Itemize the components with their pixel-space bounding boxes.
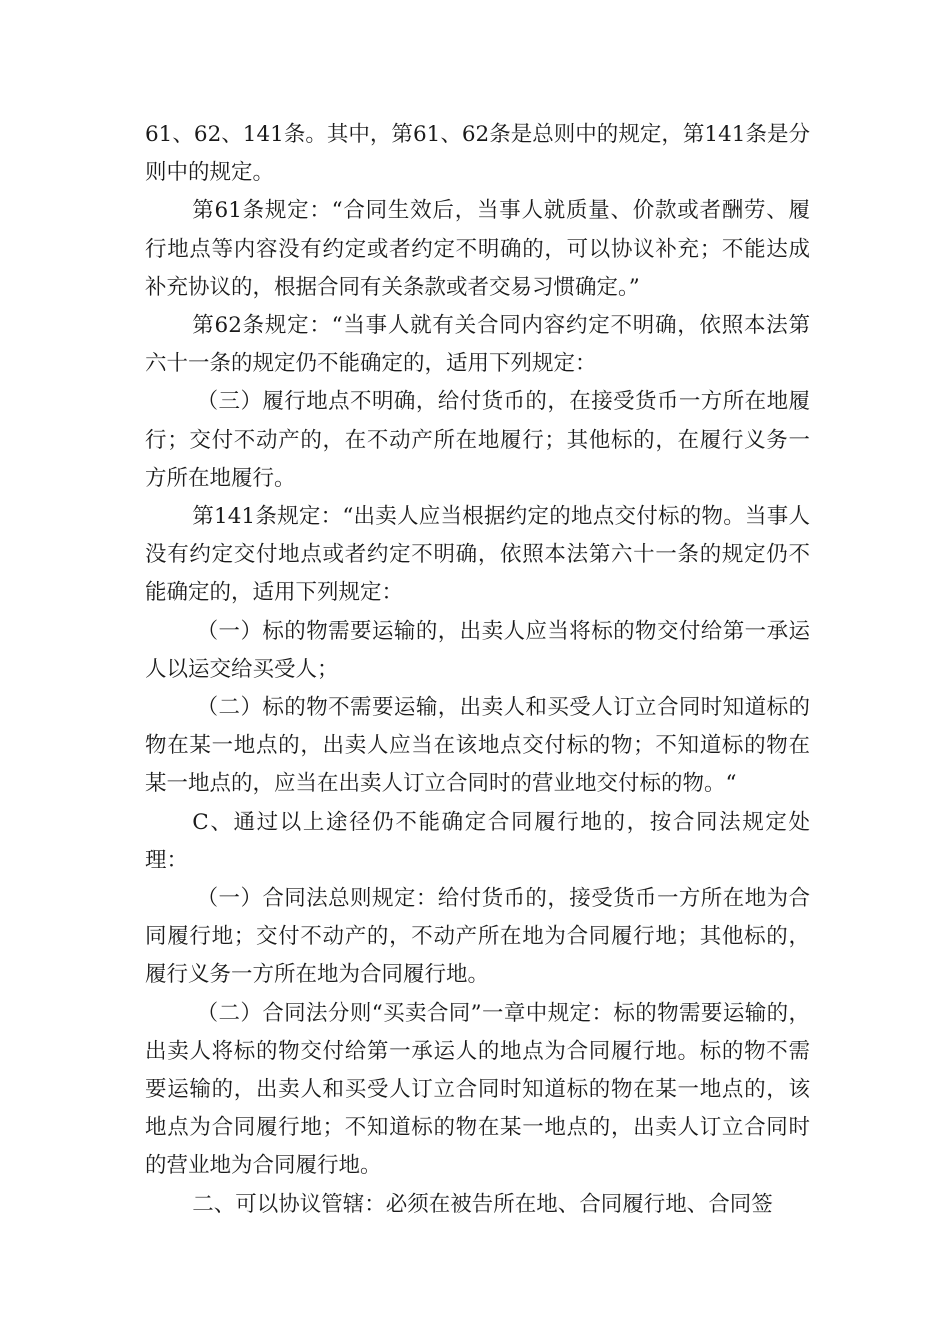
paragraph-article-141: 第141条规定：“出卖人应当根据约定的地点交付标的物。当事人没有约定交付地点或者约定不明确，依照本法第六十一条的规定仍不能确定的，适用下列规定：	[145, 504, 810, 606]
paragraph-sales-contract-rule: （二）合同法分则“买卖合同”一章中规定：标的物需要运输的，出卖人将标的物交付给第一承运人的地点为合同履行地。标的物不需要运输的，出卖人和买受人订立合同时知道标的物在某一地点的，该地点为合同履行地；不知道标的物在某一地点的，出卖人订立合同时的营业地为合同履行地。	[145, 1000, 810, 1179]
paragraph-article-141-item-1: （一）标的物需要运输的，出卖人应当将标的物交付给第一承运人以运交给买受人；	[145, 618, 810, 682]
paragraph-agreed-jurisdiction: 二、可以协议管辖：必须在被告所在地、合同履行地、合同签	[192, 1191, 773, 1217]
paragraph-section-c: C、通过以上途径仍不能确定合同履行地的，按合同法规定处理：	[145, 809, 810, 873]
paragraph-article-61: 第61条规定：“合同生效后，当事人就质量、价款或者酬劳、履行地点等内容没有约定或者约定不明确的，可以协议补充；不能达成补充协议的，根据合同有关条款或者交易习惯确定。”	[145, 198, 810, 300]
paragraph-article-141-item-2: （二）标的物不需要运输，出卖人和买受人订立合同时知道标的物在某一地点的，出卖人应当在该地点交付标的物；不知道标的物在某一地点的，应当在出卖人订立合同时的营业地交付标的物。“	[145, 695, 810, 797]
paragraph-general-rule: （一）合同法总则规定：给付货币的，接受货币一方所在地为合同履行地；交付不动产的，不动产所在地为合同履行地；其他标的，履行义务一方所在地为合同履行地。	[145, 886, 810, 988]
paragraph-articles-intro: 61、62、141条。其中，第61、62条是总则中的规定，第141条是分则中的规定。	[145, 122, 810, 186]
paragraph-article-62-item-3: （三）履行地点不明确，给付货币的，在接受货币一方所在地履行；交付不动产的，在不动产所在地履行；其他标的，在履行义务一方所在地履行。	[145, 389, 810, 491]
paragraph-article-62: 第62条规定：“当事人就有关合同内容约定不明确，依照本法第六十一条的规定仍不能确定的，适用下列规定：	[145, 313, 810, 377]
document-body	[145, 116, 810, 1224]
